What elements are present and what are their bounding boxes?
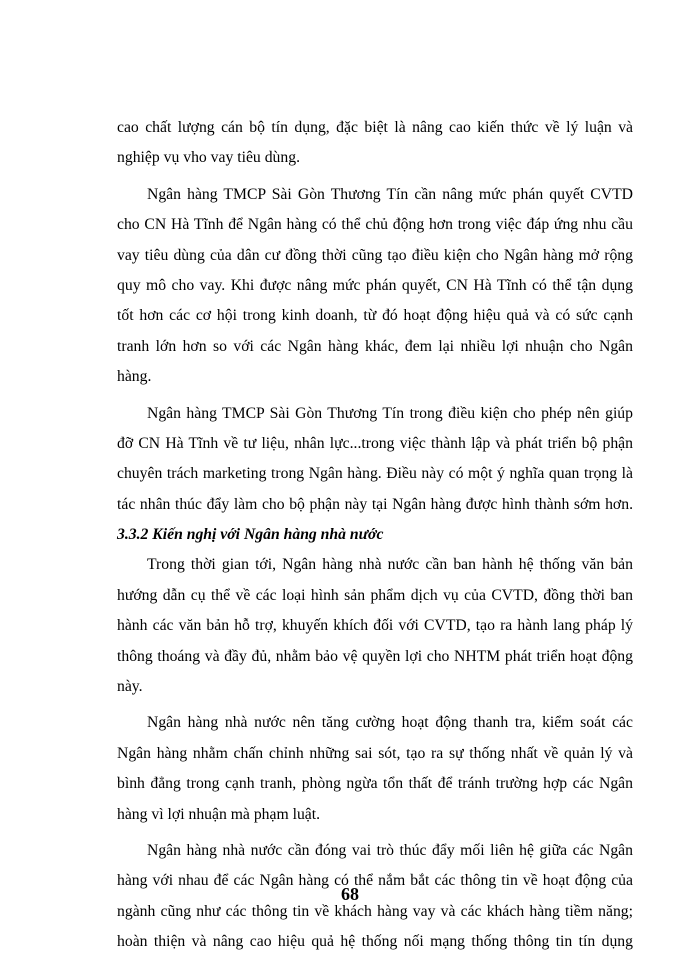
text-line: bình đẳng trong cạnh tranh, phòng ngừa tổn thất để tránh trường hợp các Ngân <box>117 775 633 793</box>
text-line: vay tiêu dùng của dân cư đồng thời cũng tạo điều kiện cho Ngân hàng mở rộng <box>117 246 633 264</box>
text-line: Ngân hàng TMCP Sài Gòn Thương Tín trong điều kiện cho phép nên giúp <box>147 404 633 422</box>
text-line: Trong thời gian tới, Ngân hàng nhà nước cần ban hành hệ thống văn bản <box>147 556 633 574</box>
text-line: hướng dẫn cụ thể về các loại hình sản phẩm dịch vụ của CVTD, đồng thời ban <box>117 586 633 604</box>
text-line: hàng vì lợi nhuận mà phạm luật. <box>117 805 321 823</box>
text-line: này. <box>117 678 143 696</box>
text-line: tác nhân thúc đẩy làm cho bộ phận này tại Ngân hàng được hình thành sớm hơn. <box>117 495 633 513</box>
text-line: hành các văn bản hỗ trợ, khuyến khích đối với CVTD, tạo ra hành lang pháp lý <box>117 617 633 635</box>
text-line: hoàn thiện và nâng cao hiệu quả hệ thống nối mạng thống thông tin tín dụng <box>117 933 633 951</box>
text-line: tranh lớn hơn so với các Ngân hàng khác, đem lại nhiều lợi nhuận cho Ngân <box>117 337 633 355</box>
text-line: đỡ CN Hà Tĩnh về tư liệu, nhân lực...trong việc thành lập và phát triển bộ phận <box>117 434 633 452</box>
body-text <box>117 113 633 958</box>
text-line: Ngân hàng nhà nước nên tăng cường hoạt động thanh tra, kiểm soát các <box>147 714 633 732</box>
section-heading: 3.3.2 Kiến nghị với Ngân hàng nhà nước <box>117 526 384 544</box>
text-line: quy mô cho vay. Khi được nâng mức phán quyết, CN Hà Tĩnh có thể tận dụng <box>117 276 633 294</box>
paragraph <box>117 708 633 830</box>
text-line: tốt hơn các cơ hội trong kinh doanh, từ đó hoạt động hiệu quả và có sức cạnh <box>117 307 633 325</box>
page-number: 68 <box>341 884 359 904</box>
paragraph <box>117 399 633 521</box>
text-line: cao chất lượng cán bộ tín dụng, đặc biệt là nâng cao kiến thức về lý luận và <box>117 119 633 136</box>
text-line: cho CN Hà Tĩnh để Ngân hàng có thể chủ động hơn trong việc đáp ứng nhu cầu <box>117 216 633 234</box>
text-line: nghiệp vụ vho vay tiêu dùng. <box>117 149 300 167</box>
paragraph <box>117 113 633 174</box>
paragraph <box>117 550 633 702</box>
text-line: Ngân hàng nhà nước cần đóng vai trò thúc đẩy mối liên hệ giữa các Ngân <box>147 841 633 859</box>
text-line: hàng. <box>117 368 152 386</box>
text-line: thông thoáng và đầy đủ, nhằm bảo vệ quyền lợi cho NHTM phát triển hoạt động <box>117 647 633 665</box>
paragraph <box>117 180 633 393</box>
text-line: Ngân hàng TMCP Sài Gòn Thương Tín cần nâng mức phán quyết CVTD <box>147 185 633 203</box>
text-line: Ngân hàng nhằm chấn chỉnh những sai sót, tạo ra sự thống nhất về quản lý và <box>117 744 633 762</box>
text-line: ngành cũng như các thông tin về khách hàng vay và các khách hàng tiềm năng; <box>117 902 633 920</box>
text-line: hàng với nhau để các Ngân hàng có thể nắm bắt các thông tin về hoạt động của <box>117 872 633 890</box>
text-line: chuyên trách marketing trong Ngân hàng. Điều này có một ý nghĩa quan trọng là <box>117 465 633 483</box>
